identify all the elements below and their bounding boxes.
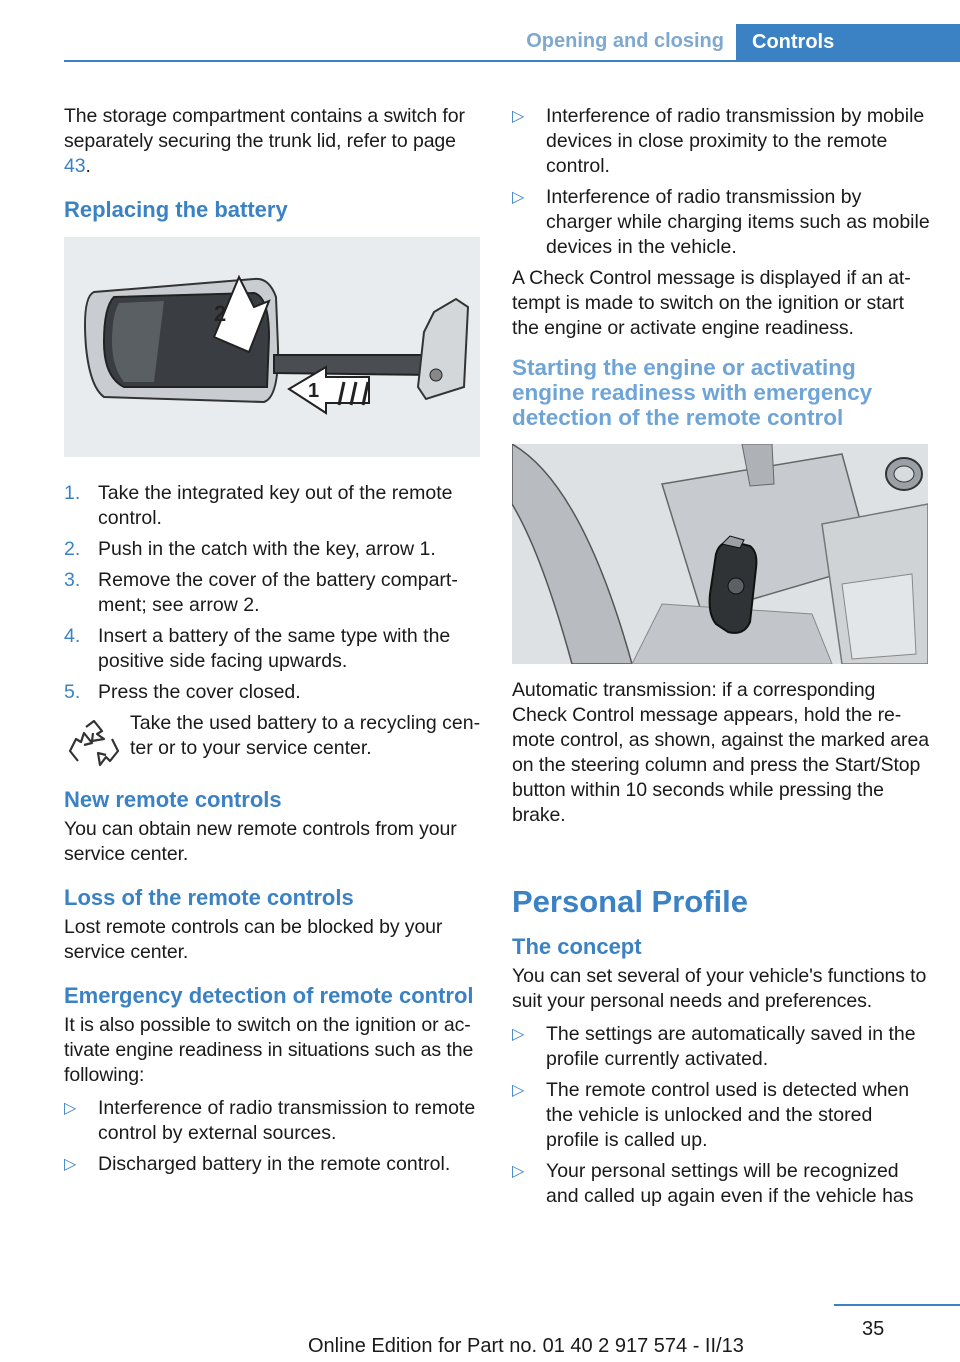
step-number: 2. [64, 538, 81, 560]
list-item [64, 1096, 482, 1146]
emergency-text: It is also possible to switch on the ignition or ac‐ tivate engine readiness in situations such as the following: [64, 1014, 474, 1086]
bullet-triangle-icon: ▷ [64, 1100, 77, 1117]
heading-new-remote: New remote controls [64, 787, 282, 812]
new-remote-text: You can obtain new remote controls from your service center. [64, 818, 457, 865]
arrow-label-2: 2 [214, 301, 227, 326]
step-text: Remove the cover of the battery compart‐ ment; see arrow 2. [98, 569, 458, 616]
page-link[interactable]: 43 [64, 155, 86, 177]
step-text: Push in the catch with the key, arrow 1. [98, 538, 436, 560]
heading-replacing-battery: Replacing the battery [64, 197, 288, 222]
bullet-triangle-icon: ▷ [512, 1082, 525, 1099]
recycling-text: Take the used battery to a recycling cen‐ ter or to your service center. [130, 712, 481, 759]
step-number: 1. [64, 482, 81, 504]
steering-column-figure [512, 444, 928, 664]
bullet-text: Your personal settings will be recognized and called up again even if the vehicle has [546, 1160, 914, 1207]
emergency-bullets [64, 1096, 482, 1177]
page-number: 35 [862, 1318, 885, 1340]
bullet-text: Discharged battery in the remote control. [98, 1153, 451, 1175]
step-text: Press the cover closed. [98, 681, 301, 703]
bullet-text: Interference of radio transmission to remote control by external sources. [98, 1097, 476, 1144]
bullet-triangle-icon: ▷ [64, 1156, 77, 1173]
arrow-label-1: 1 [308, 380, 320, 402]
right-column [512, 104, 930, 1215]
steering-column-illustration [512, 444, 928, 664]
interference-bullets [512, 104, 930, 260]
recycling-note [64, 711, 482, 761]
list-item [64, 1152, 482, 1177]
intro-text: The storage compartment contains a switch for separately securing the trunk lid, refer to page [64, 105, 465, 152]
edition-footer: Online Edition for Part no. 01 40 2 917 574 - II/13 [308, 1335, 744, 1357]
bullet-triangle-icon: ▷ [512, 1026, 525, 1043]
intro-paragraph [64, 104, 482, 179]
list-item [64, 680, 482, 705]
list-item [64, 481, 482, 531]
step-text: Insert a battery of the same type with the positive side facing upwards. [98, 625, 451, 672]
bullet-triangle-icon: ▷ [512, 189, 525, 206]
recycle-icon [66, 717, 122, 773]
bullet-triangle-icon: ▷ [512, 108, 525, 125]
intro-end: . [85, 155, 91, 177]
battery-figure [64, 237, 480, 457]
heading-personal-profile: Personal Profile [512, 884, 749, 919]
step-number: 5. [64, 681, 81, 703]
bullet-text: The settings are automatically saved in the profile currently activated. [546, 1023, 916, 1070]
check-control-text: A Check Control message is displayed if an at‐ tempt is made to switch on the ignition or start the engine or activate engine readiness. [512, 267, 911, 339]
list-item [512, 1022, 930, 1072]
list-item [64, 537, 482, 562]
bullet-triangle-icon: ▷ [512, 1163, 525, 1180]
list-item [64, 624, 482, 674]
list-item [512, 1159, 930, 1209]
battery-steps-list [64, 481, 482, 705]
footer-rule [834, 1304, 960, 1306]
profile-bullets [512, 1022, 930, 1209]
step-number: 3. [64, 569, 81, 591]
list-item [64, 568, 482, 618]
heading-starting-engine: Starting the engine or activating engine readiness with emergency detection of the remote control [512, 355, 873, 430]
bullet-text: Interference of radio transmission by mobile devices in close proximity to the remote control. [546, 105, 925, 177]
header-rule [64, 60, 960, 62]
heading-emergency-detection: Emergency detection of remote control [64, 983, 474, 1008]
bullet-text: Interference of radio transmission by charger while charging items such as mobile devices in the vehicle. [546, 186, 930, 258]
heading-loss-remote: Loss of the remote controls [64, 885, 354, 910]
concept-text: You can set several of your vehicle's functions to suit your personal needs and preferences. [512, 965, 927, 1012]
remote-battery-illustration [64, 237, 480, 457]
list-item [512, 104, 930, 179]
list-item [512, 1078, 930, 1153]
list-item [512, 185, 930, 260]
step-number: 4. [64, 625, 81, 647]
left-column [64, 104, 482, 1183]
automatic-transmission-text: Automatic transmission: if a corresponding Check Control message appears, hold the re‐ mote control, as shown, against the marked area on the steering column and press the Start/Stop button within 10 seconds while pressing the brake. [512, 679, 929, 826]
heading-concept: The concept [512, 934, 642, 959]
step-text: Take the integrated key out of the remote control. [98, 482, 453, 529]
header-section-label: Opening and closing [526, 30, 724, 52]
header-tab: Controls [736, 24, 960, 62]
bullet-text: The remote control used is detected when the vehicle is unlocked and the stored profile is called up. [546, 1079, 910, 1151]
loss-remote-text: Lost remote controls can be blocked by your service center. [64, 916, 443, 963]
